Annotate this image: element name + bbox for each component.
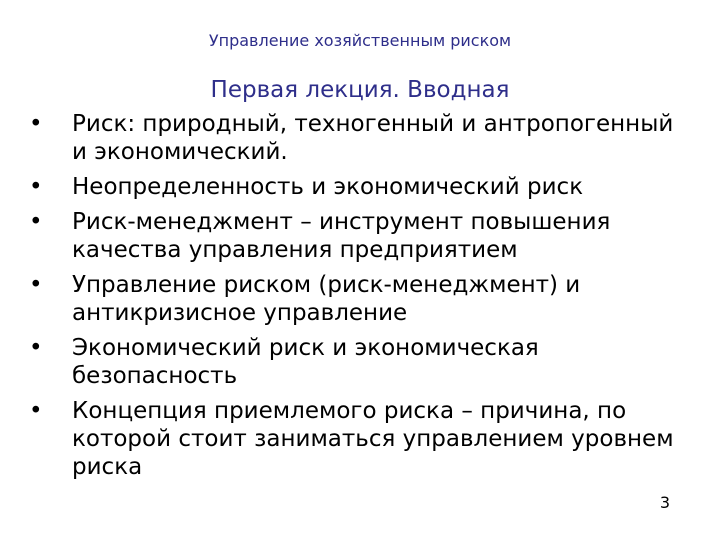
bullet-item: [28, 271, 678, 327]
bullet-point-icon: •: [29, 174, 43, 200]
page-number: 3: [659, 493, 670, 512]
bullet-point-icon: •: [29, 335, 43, 361]
bullet-point-icon: •: [29, 272, 43, 298]
slide-subtitle: Первая лекция. Вводная: [210, 77, 510, 103]
bullet-text: Концепция приемлемого риска – причина, по которой стоит заниматься управлением уровнем риска: [72, 398, 674, 480]
bullet-text: Риск-менеджмент – инструмент повышения качества управления предприятием: [72, 209, 611, 263]
bullet-item: [28, 397, 678, 481]
bullet-text: Риск: природный, техногенный и антропогенный и экономический.: [72, 111, 674, 165]
bullet-point-icon: •: [29, 209, 43, 235]
bullet-point-icon: •: [29, 111, 43, 137]
bullet-list: [28, 110, 678, 488]
bullet-item: [28, 334, 678, 390]
bullet-item: [28, 208, 678, 264]
bullet-item: [28, 173, 678, 201]
slide-title: Управление хозяйственным риском: [208, 31, 512, 50]
bullet-text: Экономический риск и экономическая безопасность: [72, 335, 539, 389]
bullet-point-icon: •: [29, 398, 43, 424]
bullet-item: [28, 110, 678, 166]
bullet-text: Управление риском (риск-менеджмент) и антикризисное управление: [72, 272, 581, 326]
bullet-text: Неопределенность и экономический риск: [72, 174, 584, 200]
